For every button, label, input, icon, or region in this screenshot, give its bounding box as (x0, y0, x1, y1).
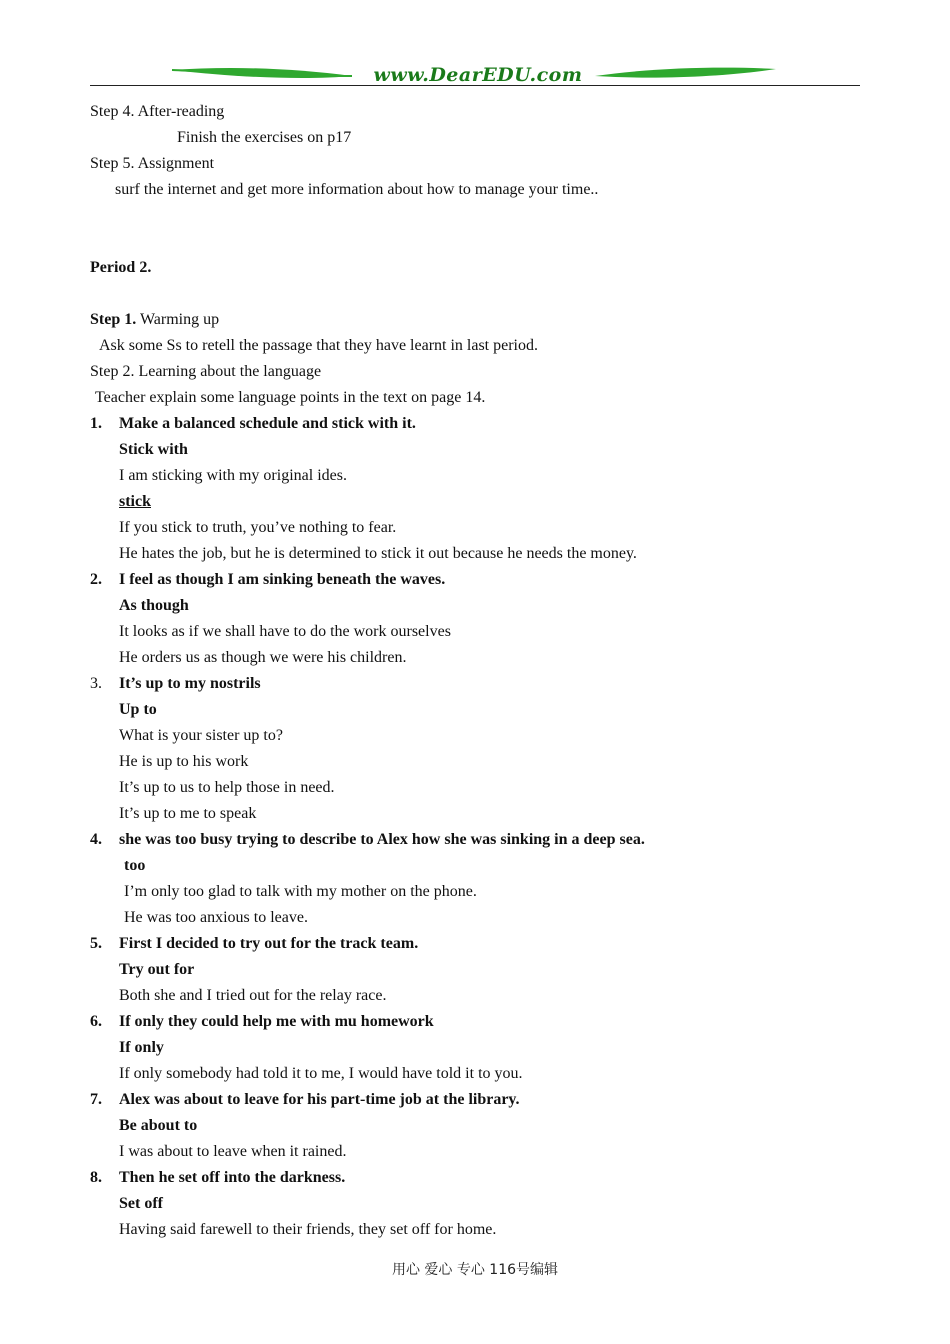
step-1-text: Warming up (136, 311, 220, 328)
item-number: 5. (90, 935, 102, 952)
item-title: Then he set off into the darkness. (119, 1169, 346, 1186)
example-sentence: I am sticking with my original ides. (119, 467, 347, 484)
header-rule (90, 85, 860, 86)
phrase-heading: Stick with (119, 441, 188, 458)
step-4-detail: Finish the exercises on p17 (177, 129, 352, 146)
item-number: 4. (90, 831, 102, 848)
phrase-heading: Up to (119, 701, 157, 718)
example-sentence: Having said farewell to their friends, they set off for home. (119, 1221, 497, 1238)
item-number: 7. (90, 1091, 102, 1108)
example-sentence: It’s up to me to speak (119, 805, 257, 822)
step-5-detail: surf the internet and get more information about how to manage your time.. (115, 181, 599, 198)
step-1-heading (90, 310, 219, 330)
site-header-logo (90, 62, 860, 92)
phrase-heading: If only (119, 1039, 164, 1056)
page-footer: 用心 爱心 专心 116号编辑 (391, 1262, 559, 1278)
example-sentence: He orders us as though we were his children. (119, 649, 407, 666)
item-number: 6. (90, 1013, 102, 1030)
item-title: Make a balanced schedule and stick with it. (119, 415, 416, 432)
item-title: It’s up to my nostrils (119, 675, 261, 692)
phrase-heading: Try out for (119, 961, 195, 978)
item-title: I feel as though I am sinking beneath the waves. (119, 571, 446, 588)
step-1-detail: Ask some Ss to retell the passage that they have learnt in last period. (99, 337, 538, 354)
period-heading: Period 2. (90, 259, 152, 276)
item-number: 2. (90, 571, 102, 588)
example-sentence: I’m only too glad to talk with my mother on the phone. (124, 883, 477, 900)
example-sentence: If only somebody had told it to me, I would have told it to you. (119, 1065, 523, 1082)
logo-text: www.DearEDU.com (373, 64, 583, 86)
example-sentence: If you stick to truth, you’ve nothing to fear. (119, 519, 397, 536)
step-5-heading: Step 5. Assignment (90, 155, 215, 172)
step-2-heading: Step 2. Learning about the language (90, 363, 322, 380)
item-number: 3. (90, 675, 102, 692)
item-title: Alex was about to leave for his part-time job at the library. (119, 1091, 520, 1108)
step-2-detail: Teacher explain some language points in the text on page 14. (95, 389, 486, 406)
phrase-heading: Set off (119, 1195, 163, 1212)
phrase-heading: As though (119, 597, 189, 614)
item-number: 8. (90, 1169, 102, 1186)
item-title: she was too busy trying to describe to Alex how she was sinking in a deep sea. (119, 831, 645, 848)
example-sentence: It looks as if we shall have to do the work ourselves (119, 623, 451, 640)
example-sentence: He is up to his work (119, 753, 249, 770)
phrase-heading: Be about to (119, 1117, 198, 1134)
phrase-heading: stick (119, 493, 151, 510)
item-number: 1. (90, 415, 102, 432)
example-sentence: It’s up to us to help those in need. (119, 779, 335, 796)
step-4-heading: Step 4. After-reading (90, 103, 225, 120)
example-sentence: I was about to leave when it rained. (119, 1143, 347, 1160)
example-sentence: He was too anxious to leave. (124, 909, 308, 926)
step-1-label: Step 1. (90, 311, 137, 328)
example-sentence: He hates the job, but he is determined to stick it out because he needs the money. (119, 545, 637, 562)
example-sentence: What is your sister up to? (119, 727, 283, 744)
example-sentence: Both she and I tried out for the relay race. (119, 987, 387, 1004)
item-title: If only they could help me with mu homework (119, 1013, 434, 1030)
item-title: First I decided to try out for the track team. (119, 935, 419, 952)
phrase-heading: too (124, 857, 146, 874)
